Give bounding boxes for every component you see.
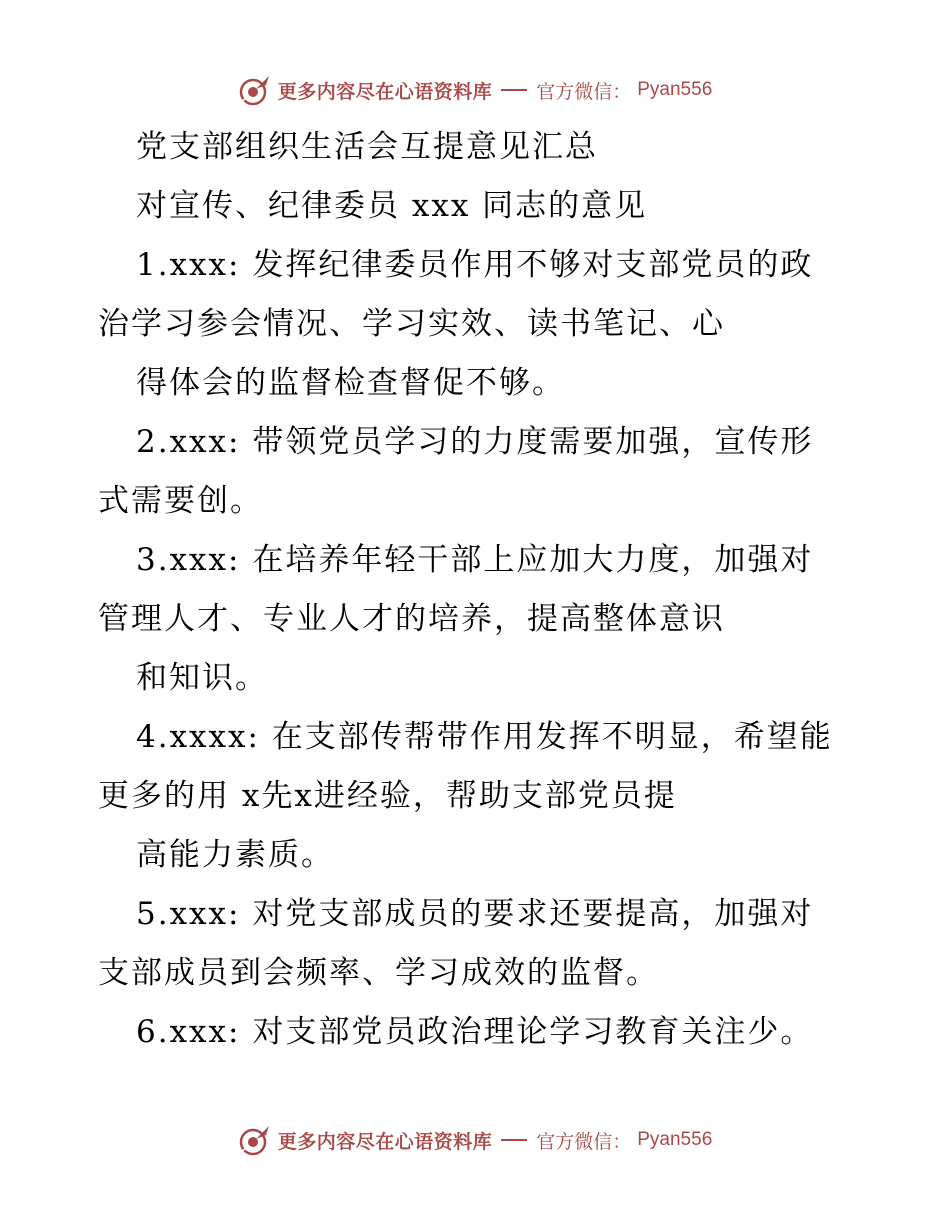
text-line: 3.xxx: 在培养年轻干部上应加大力度，加强对 <box>136 542 814 578</box>
text-line: 2.xxx: 带领党员学习的力度需要加强，宣传形 <box>136 424 814 460</box>
document-title: 党支部组织生活会互提意见汇总 <box>136 129 598 165</box>
text-line: 和知识。 <box>136 660 268 696</box>
text-line: 高能力素质。 <box>136 837 334 873</box>
text-line: 式需要创。 <box>98 483 263 519</box>
text-line: 5.xxx: 对党支部成员的要求还要提高，加强对 <box>136 896 814 932</box>
document-body <box>98 118 898 1062</box>
text-line: 更多的用 x先x进经验，帮助支部党员提 <box>98 778 677 814</box>
text-line: 1.xxx: 发挥纪律委员作用不够对支部党员的政 <box>136 247 814 283</box>
text-line: 支部成员到会频率、学习成效的监督。 <box>98 955 659 991</box>
quill-logo-icon <box>238 73 272 107</box>
header-banner <box>0 70 950 110</box>
banner-main-text: 更多内容尽在心语资料库 <box>277 1130 493 1153</box>
banner-wechat-id: Pyan556 <box>637 1129 713 1150</box>
banner-dash <box>501 89 527 91</box>
text-line: 得体会的监督检查督促不够。 <box>136 365 565 401</box>
text-line: 6.xxx: 对支部党员政治理论学习教育关注少。 <box>136 1014 814 1050</box>
banner-main-text: 更多内容尽在心语资料库 <box>277 80 493 103</box>
banner-wechat-id: Pyan556 <box>637 79 713 100</box>
document-subtitle: 对宣传、纪律委员 xxx 同志的意见 <box>136 188 648 224</box>
text-line: 4.xxxx: 在支部传帮带作用发挥不明显，希望能 <box>136 719 833 755</box>
text-line: 管理人才、专业人才的培养，提高整体意识 <box>98 601 725 637</box>
banner-sub-text: 官方微信： <box>536 80 632 103</box>
quill-logo-icon <box>238 1123 272 1157</box>
banner-sub-text: 官方微信： <box>536 1130 632 1153</box>
banner-dash <box>501 1139 527 1141</box>
text-line: 治学习参会情况、学习实效、读书笔记、心 <box>98 306 725 342</box>
footer-banner <box>0 1120 950 1160</box>
